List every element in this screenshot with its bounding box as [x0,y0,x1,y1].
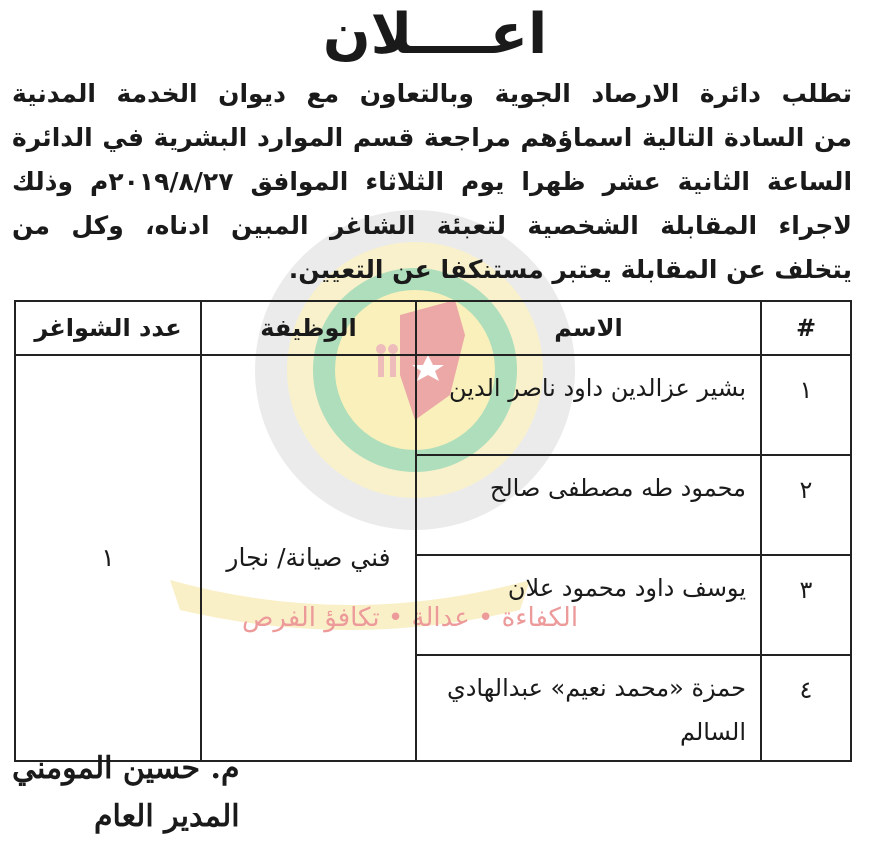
candidate-name: بشير عزالدين داود ناصر الدين [416,355,761,455]
table-row [15,355,851,455]
candidate-name: يوسف داود محمود علان [416,555,761,655]
signatory-role: المدير العام [93,799,240,834]
body-line: تطلب دائرة الارصاد الجوية وبالتعاون مع ديوان الخدمة المدنية [12,79,852,108]
header-vacancy-count: عدد الشواغر [15,301,201,355]
seal-motto-watermark: الكفاءة • عدالة • تكافؤ الفرص [241,603,579,633]
job-title: فني صيانة/ نجار [201,355,416,761]
announcement-title: اعــــلان [322,2,548,67]
signatory-name: م. حسين المومني [12,751,240,786]
body-line: من السادة التالية اسماؤهم مراجعة قسم الموارد البشرية في الدائرة [12,123,852,152]
body-line: يتخلف عن المقابلة يعتبر مستنكفا عن التعيين. [288,255,852,284]
table-header-row [15,301,851,355]
row-number: ٢ [761,455,851,555]
row-number: ٤ [761,655,851,761]
header-job: الوظيفة [201,301,416,355]
candidate-name: حمزة «محمد نعيم» عبدالهادي السالم [416,655,761,761]
row-number: ٣ [761,555,851,655]
body-line: الساعة الثانية عشر ظهرا يوم الثلاثاء الموافق ٢٠١٩/٨/٢٧م وذلك [12,167,853,196]
signature-block [12,745,240,841]
row-number: ١ [761,355,851,455]
header-number: # [761,301,851,355]
header-name: الاسم [416,301,761,355]
vacancy-count: ١ [15,355,201,761]
body-line: لاجراء المقابلة الشخصية لتعبئة الشاغر المبين ادناه، وكل من [12,211,852,240]
announcement-body [12,72,852,292]
candidates-table [14,300,852,762]
candidate-name: محمود طه مصطفى صالح [416,455,761,555]
